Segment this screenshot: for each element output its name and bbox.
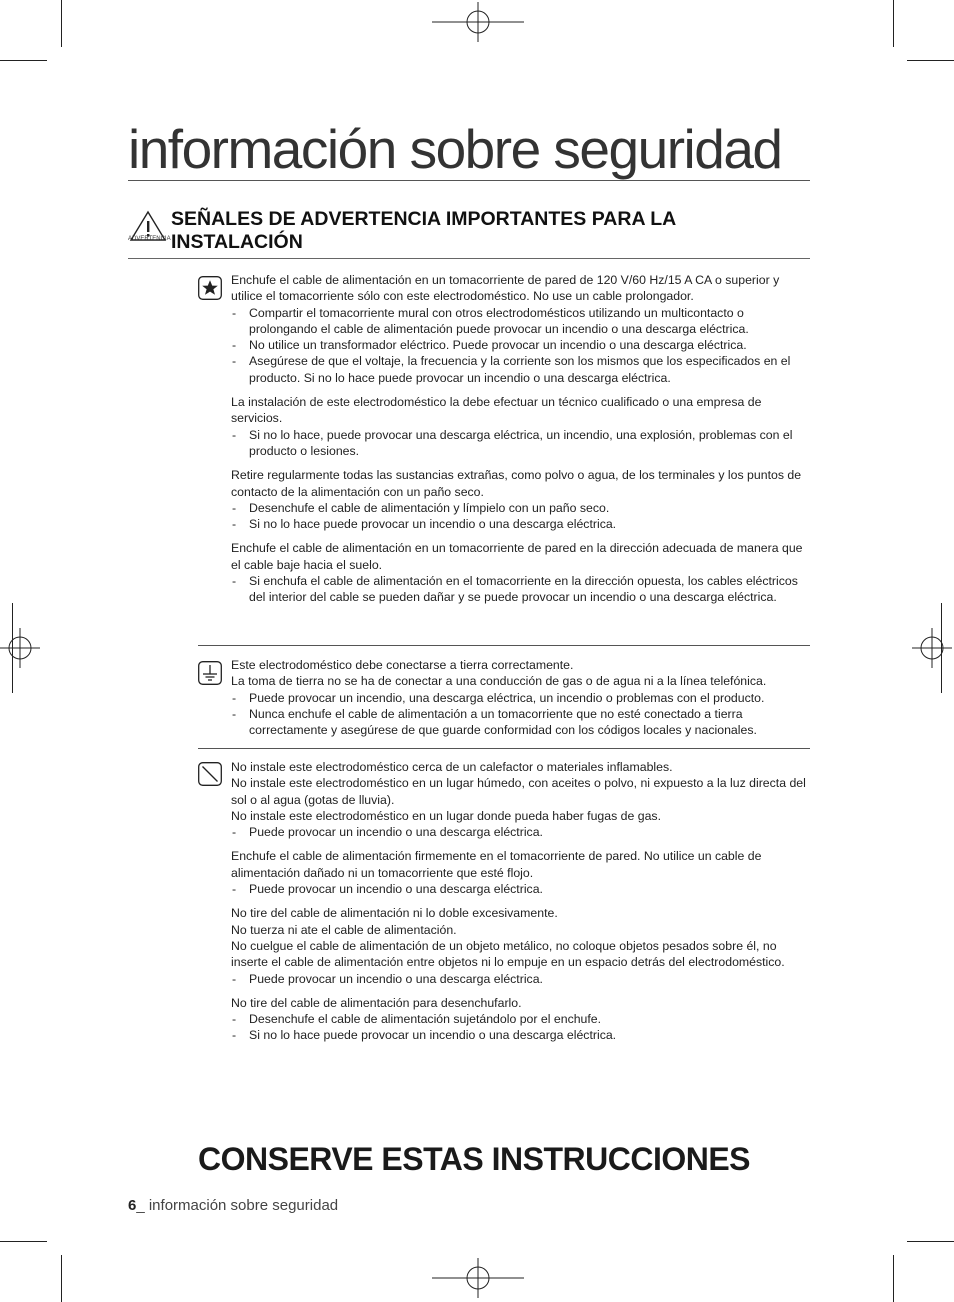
sub-item: - Puede provocar un incendio, una descarga eléctrica, un incendio o problemas con el producto. [231, 690, 811, 706]
star-important-icon [198, 276, 222, 300]
paragraph [231, 272, 811, 386]
safety-block-prohibited [198, 748, 810, 1069]
paragraph-text: La instalación de este electrodoméstico la debe efectuar un técnico cualificado o una empresa de servicios. [231, 395, 762, 426]
registration-mark-icon [0, 628, 40, 668]
page-title: información sobre seguridad [128, 118, 810, 181]
crop-mark [0, 1241, 47, 1242]
paragraph [231, 467, 811, 532]
crop-mark [907, 1241, 954, 1242]
paragraph [231, 759, 811, 840]
registration-mark-icon [432, 2, 524, 42]
registration-mark-icon [912, 628, 952, 668]
block-content [231, 272, 811, 606]
paragraph [231, 905, 811, 986]
sub-item: - Si enchufa el cable de alimentación en el tomacorriente en la dirección opuesta, los cables eléctricos del interior del cable se pueden dañar y se puede provocar un incendio o una descarga eléctrica. [231, 573, 811, 606]
crop-mark [0, 60, 47, 61]
conserve-instructions-heading: CONSERVE ESTAS INSTRUCCIONES [198, 1141, 751, 1177]
paragraph [231, 995, 811, 1044]
crop-mark [61, 1255, 62, 1302]
paragraph-text: No tire del cable de alimentación ni lo doble excesivamente. No tuerza ni ate el cable de alimentación. No cuelgue el cable de alimentación de un objeto metálico, no coloque objetos pesados sobre él, no inserte el cable de alimentación entre objetos ni lo empuje en un espacio detrás del electrodoméstico. [231, 906, 785, 970]
paragraph-text: No instale este electrodoméstico cerca de un calefactor o materiales inflamables. No instale este electrodoméstico en un lugar húmedo, con aceites o polvo, ni expuesto a la luz directa del sol o al agua (gotas de lluvia). No instale este electrodoméstico en un lugar donde pueda haber fugas de gas. [231, 760, 806, 823]
sub-item: - No utilice un transformador eléctrico. Puede provocar un incendio o una descarga eléctrica. [231, 337, 811, 353]
crop-mark [907, 60, 954, 61]
ground-icon [198, 661, 222, 685]
sub-item: - Compartir el tomacorriente mural con otros electrodomésticos utilizando un multicontacto o prolongando el cable de alimentación puede provocar un incendio o una descarga eléctrica. [231, 305, 811, 338]
sub-item: - Puede provocar un incendio o una descarga eléctrica. [231, 881, 811, 897]
paragraph-text: Este electrodoméstico debe conectarse a tierra correctamente. La toma de tierra no se ha de conectar a una conducción de gas o de agua ni a la línea telefónica. [231, 658, 767, 689]
sub-item: - Desenchufe el cable de alimentación y límpielo con un paño seco. [231, 500, 811, 516]
crop-mark [893, 1255, 894, 1302]
block-content [231, 657, 811, 738]
section-header [128, 205, 810, 259]
registration-mark-icon [432, 1258, 524, 1298]
sub-item: - Si no lo hace puede provocar un incendio o una descarga eléctrica. [231, 1027, 811, 1043]
block-content [231, 759, 811, 1044]
safety-block-ground [198, 645, 810, 748]
sub-item: - Si no lo hace, puede provocar una descarga eléctrica, un incendio, una explosión, problemas con el producto o lesiones. [231, 427, 811, 460]
sub-item: - Puede provocar un incendio o una descarga eléctrica. [231, 971, 811, 987]
paragraph [231, 848, 811, 897]
sub-item: - Nunca enchufe el cable de alimentación a un tomacorriente que no esté conectado a tierra correctamente y asegúrese de que guarde conformidad con los códigos locales y nacionales. [231, 706, 811, 739]
paragraph-text: No tire del cable de alimentación para desenchufarlo. [231, 995, 522, 1010]
sub-item: - Desenchufe el cable de alimentación sujetándolo por el enchufe. [231, 1011, 811, 1027]
warning-caption: ADVERTENCIA [128, 236, 171, 242]
footer-text: _ información sobre seguridad [136, 1197, 339, 1214]
prohibited-icon [198, 762, 222, 786]
sub-item: - Asegúrese de que el voltaje, la frecuencia y la corriente son los mismos que los especificados en el producto. Si no lo hace puede provocar un incendio o una descarga eléctrica. [231, 353, 811, 386]
paragraph-text: Retire regularmente todas las sustancias extrañas, como polvo o agua, de los terminales y los puntos de contacto de la alimentación con un paño seco. [231, 468, 802, 499]
paragraph-text: Enchufe el cable de alimentación firmemente en el tomacorriente de pared. No utilice un cable de alimentación dañado ni un tomacorriente que esté flojo. [231, 849, 762, 880]
paragraph-text: Enchufe el cable de alimentación en un tomacorriente de pared en la dirección adecuada de manera que el cable baje hacia el suelo. [231, 541, 803, 572]
paragraph [231, 540, 811, 605]
page-footer [128, 1197, 338, 1214]
paragraph [231, 657, 811, 738]
warning-triangle-icon [128, 209, 168, 249]
page-number: 6 [128, 1197, 137, 1214]
crop-mark [893, 0, 894, 47]
paragraph-text: Enchufe el cable de alimentación en un tomacorriente de pared de 120 V/60 Hz/15 A CA o superior y utilice el tomacorriente sólo con este electrodoméstico. No use un cable prolongador. [231, 273, 780, 304]
sub-item: - Si no lo hace puede provocar un incendio o una descarga eléctrica. [231, 516, 811, 532]
safety-block-important [198, 272, 810, 642]
section-title: SEÑALES DE ADVERTENCIA IMPORTANTES PARA LA INSTALACIÓN [171, 208, 676, 253]
crop-mark [61, 0, 62, 47]
sub-item: - Puede provocar un incendio o una descarga eléctrica. [231, 824, 811, 840]
paragraph [231, 394, 811, 459]
